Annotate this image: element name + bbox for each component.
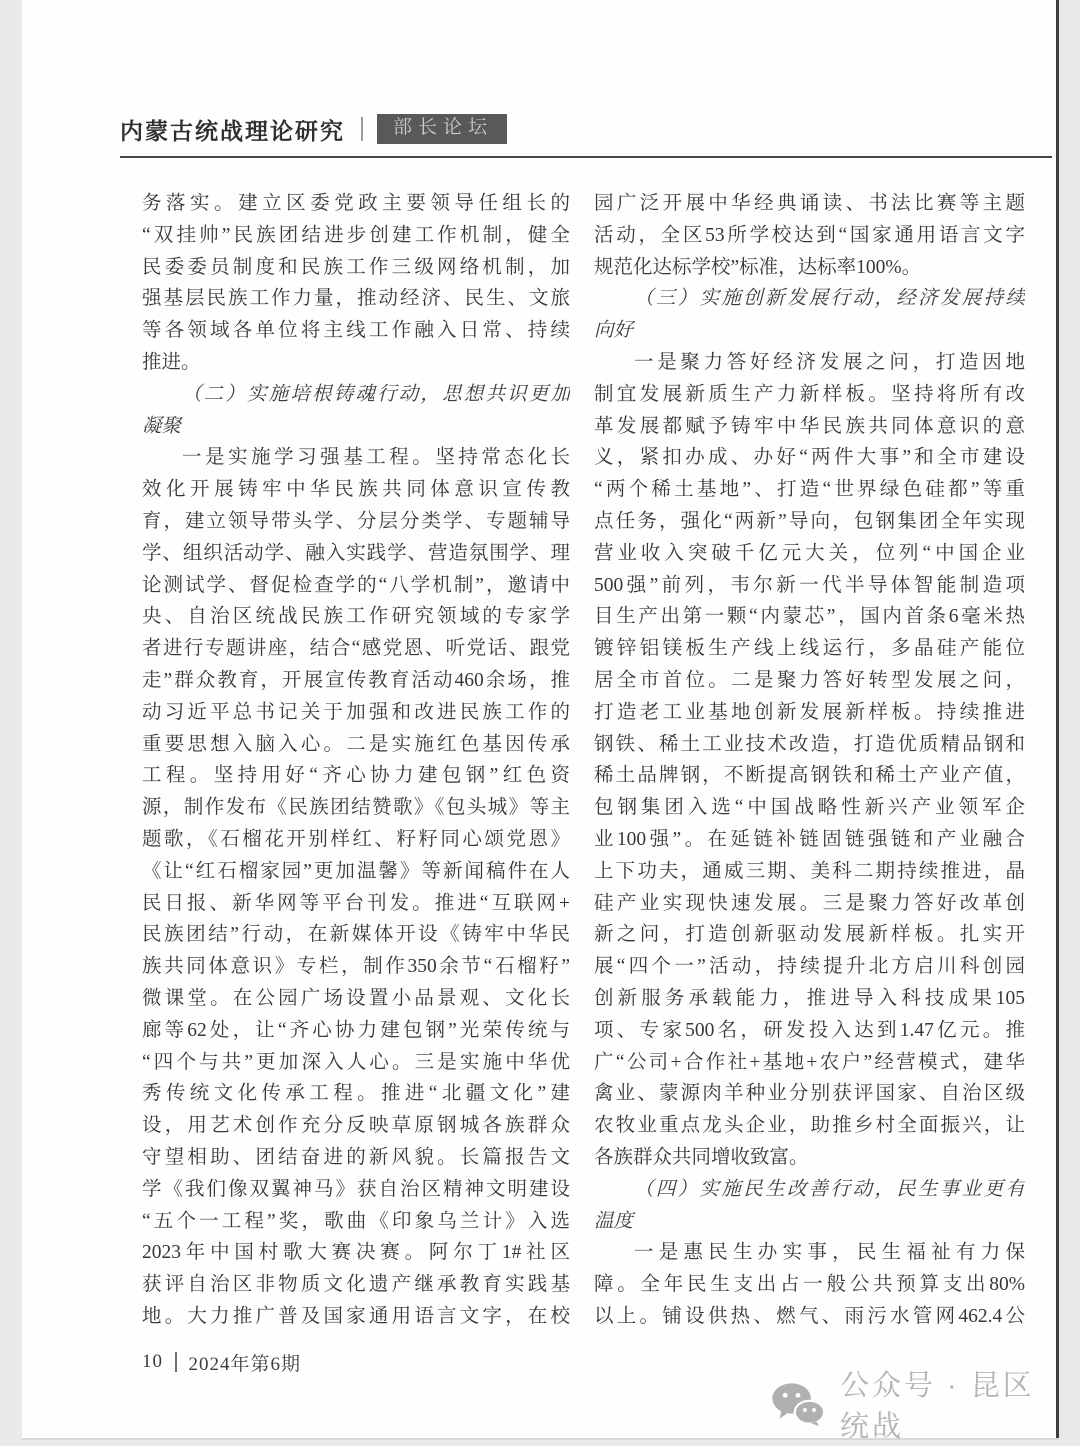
body-text-line: 居全市首位。二是聚力答好转型发展之问， <box>594 669 1025 691</box>
page-number: 10 <box>142 1351 163 1372</box>
body-text-line: 重要思想入脑入心。二是实施红色基因传承 <box>142 733 570 755</box>
body-text-line: “双挂帅”民族团结进步创建工作机制，健全 <box>142 224 570 246</box>
body-text-line: 秀传统文化传承工程。推进“北疆文化”建 <box>142 1083 570 1105</box>
body-text-line: 革发展都赋予铸牢中华民族共同体意识的意 <box>594 415 1025 437</box>
body-text-line: 稀土品牌钢，不断提高钢铁和稀土产业产值， <box>594 765 1025 787</box>
body-text-line: 论测试学、督促检查学的“八学机制”，邀请中 <box>142 574 570 596</box>
body-text-line: 包钢集团入选“中国战略性新兴产业领军企 <box>594 797 1025 819</box>
body-text-line: 制宜发展新质生产力新样板。坚持将所有改 <box>594 383 1025 405</box>
body-text-line: 民族团结”行动，在新媒体开设《铸牢中华民 <box>142 924 570 946</box>
body-text-line: 廊等62处，让“齐心协力建包钢”光荣传统与 <box>142 1019 570 1041</box>
text-column-left <box>142 188 570 1333</box>
body-text-line: 强基层民族工作力量，推动经济、民生、文旅 <box>142 288 570 310</box>
body-text-line: 禽业、蒙源肉羊种业分别获评国家、自治区级 <box>594 1083 1025 1105</box>
body-text-line: 等各领域各单位将主线工作融入日常、持续 <box>142 320 570 342</box>
section-heading-line: （二）实施培根铸魂行动，思想共识更加 <box>181 383 570 405</box>
body-text-line: “两个稀土基地”、打造“世界绿色硅都”等重 <box>594 479 1025 501</box>
body-text-line: 项、专家500名，研发投入达到1.47亿元。推 <box>594 1019 1025 1041</box>
body-text-line: 镀锌铝镁板生产线上线运行，多晶硅产能位 <box>594 638 1025 660</box>
body-text-line: 民日报、新华网等平台刊发。推进“互联网+ <box>142 892 570 914</box>
body-text-line: 微课堂。在公园广场设置小品景观、文化长 <box>142 987 570 1009</box>
section-heading-line: 向好 <box>594 320 634 342</box>
body-text-line: 民委委员制度和民族工作三级网络机制，加 <box>142 256 570 278</box>
body-text-line: 工程。坚持用好“齐心协力建包钢”红色资 <box>142 765 570 787</box>
body-text-line: 点任务，强化“两新”导向，包钢集团全年实现 <box>594 510 1025 532</box>
body-text-line: 园广泛开展中华经典诵读、书法比赛等主题 <box>594 193 1025 214</box>
column-badge: 部长论坛 <box>377 114 507 144</box>
section-heading-line: 温度 <box>594 1210 634 1232</box>
body-text-line: 打造老工业基地创新发展新样板。持续推进 <box>594 701 1025 723</box>
body-text-line: 农牧业重点龙头企业，助推乡村全面振兴，让 <box>594 1115 1025 1137</box>
body-text-line: 学《我们像双翼神马》获自治区精神文明建设 <box>142 1178 570 1200</box>
body-text-line: 者进行专题讲座，结合“感党恩、听党话、跟党 <box>142 638 570 660</box>
body-text-line: 2023年中国村歌大赛决赛。阿尔丁1#社区 <box>142 1242 570 1264</box>
body-text-line: 钢铁、稀土工业技术改造，打造优质精品钢和 <box>594 733 1025 755</box>
body-text-line: “五个一工程”奖，歌曲《印象乌兰计》入选 <box>142 1210 570 1232</box>
page-footer <box>142 1348 301 1376</box>
body-text-line: 500强”前列，韦尔新一代半导体智能制造项 <box>594 574 1025 596</box>
page-header <box>120 112 1052 146</box>
body-text-line: 务落实。建立区委党政主要领导任组长的 <box>142 193 570 214</box>
header-divider <box>361 117 363 141</box>
wechat-icon <box>770 1382 826 1426</box>
body-text-line: 营业收入突破千亿元大关，位列“中国企业 <box>594 542 1025 564</box>
section-heading-line: （四）实施民生改善行动，民生事业更有 <box>633 1178 1025 1200</box>
body-text-line: 走”群众教育，开展宣传教育活动460余场，推 <box>142 669 570 691</box>
body-text-line: 获评自治区非物质文化遗产继承教育实践基 <box>142 1274 570 1296</box>
body-text-line: 育，建立领导带头学、分层分类学、专题辅导 <box>142 510 570 532</box>
body-text-line: 规范化达标学校”标准，达标率100%。 <box>594 256 922 278</box>
body-text-line: 活动，全区53所学校达到“国家通用语言文字 <box>594 224 1025 246</box>
footer-divider <box>175 1352 177 1372</box>
scanned-journal-page <box>22 0 1059 1443</box>
body-text-line: 《让“红石榴家园”更加温馨》等新闻稿件在人 <box>142 860 570 882</box>
body-text-line: 目生产出第一颗“内蒙芯”，国内首条6毫米热 <box>594 606 1025 628</box>
issue-label: 2024年第6期 <box>188 1353 302 1375</box>
body-text-line: 障。全年民生支出占一般公共预算支出80% <box>594 1274 1025 1296</box>
body-text-line: 新之问，打造创新驱动发展新样板。扎实开 <box>594 924 1025 946</box>
body-text-line: 族共同体意识》专栏，制作350余节“石榴籽” <box>142 956 570 978</box>
journal-title: 内蒙古统战理论研究 <box>120 117 345 144</box>
body-text-line: 一是聚力答好经济发展之问，打造因地 <box>633 351 1025 373</box>
body-text-line: 广“公司+合作社+基地+农户”经营模式，建华 <box>594 1051 1025 1073</box>
body-text-line: 各族群众共同增收致富。 <box>594 1146 809 1168</box>
body-text-line: 央、自治区统战民族工作研究领域的专家学 <box>142 606 570 628</box>
body-text-line: 动习近平总书记关于加强和改进民族工作的 <box>142 701 570 723</box>
body-text-line: 硅产业实现快速发展。三是聚力答好改革创 <box>594 892 1025 914</box>
body-text-line: 以上。铺设供热、燃气、雨污水管网462.4公 <box>594 1305 1025 1327</box>
body-text-line: 一是惠民生办实事，民生福祉有力保 <box>633 1242 1025 1264</box>
body-text-line: 守望相助、团结奋进的新风貌。长篇报告文 <box>142 1146 570 1168</box>
body-text-line: 学、组织活动学、融入实践学、营造氛围学、理 <box>142 542 570 564</box>
body-text-line: 题歌，《石榴花开别样红、籽籽同心颂党恩》 <box>142 828 570 850</box>
body-text-line: 上下功夫，通威三期、美科二期持续推进，晶 <box>594 860 1025 882</box>
body-text-line: 推进。 <box>142 351 201 373</box>
section-heading-line: 凝聚 <box>142 415 182 437</box>
body-text-line: 设，用艺术创作充分反映草原钢城各族群众 <box>142 1115 570 1137</box>
body-text-line: 义，紧扣办成、办好“两件大事”和全市建设 <box>594 447 1025 469</box>
body-text-line: 源，制作发布《民族团结赞歌》《包头城》等主 <box>142 797 570 819</box>
watermark-label: 公众号 · 昆区统战 <box>840 1370 1035 1443</box>
body-text-line: 地。大力推广普及国家通用语言文字，在校 <box>142 1305 570 1327</box>
body-text-line: 效化开展铸牢中华民族共同体意识宣传教 <box>142 479 570 501</box>
body-text-line: 业100强”。在延链补链固链强链和产业融合 <box>594 828 1025 850</box>
body-text-line: 一是实施学习强基工程。坚持常态化长 <box>181 447 570 469</box>
body-text-line: 创新服务承载能力，推进导入科技成果105 <box>594 987 1025 1009</box>
body-text-line: “四个与共”更加深入人心。三是实施中华优 <box>142 1051 570 1073</box>
body-text-line: 展“四个一”活动，持续提升北方启川科创园 <box>594 956 1025 978</box>
text-column-right <box>594 188 1025 1333</box>
section-heading-line: （三）实施创新发展行动，经济发展持续 <box>633 288 1025 310</box>
wechat-watermark <box>770 1370 1056 1443</box>
header-rule <box>120 156 1052 158</box>
